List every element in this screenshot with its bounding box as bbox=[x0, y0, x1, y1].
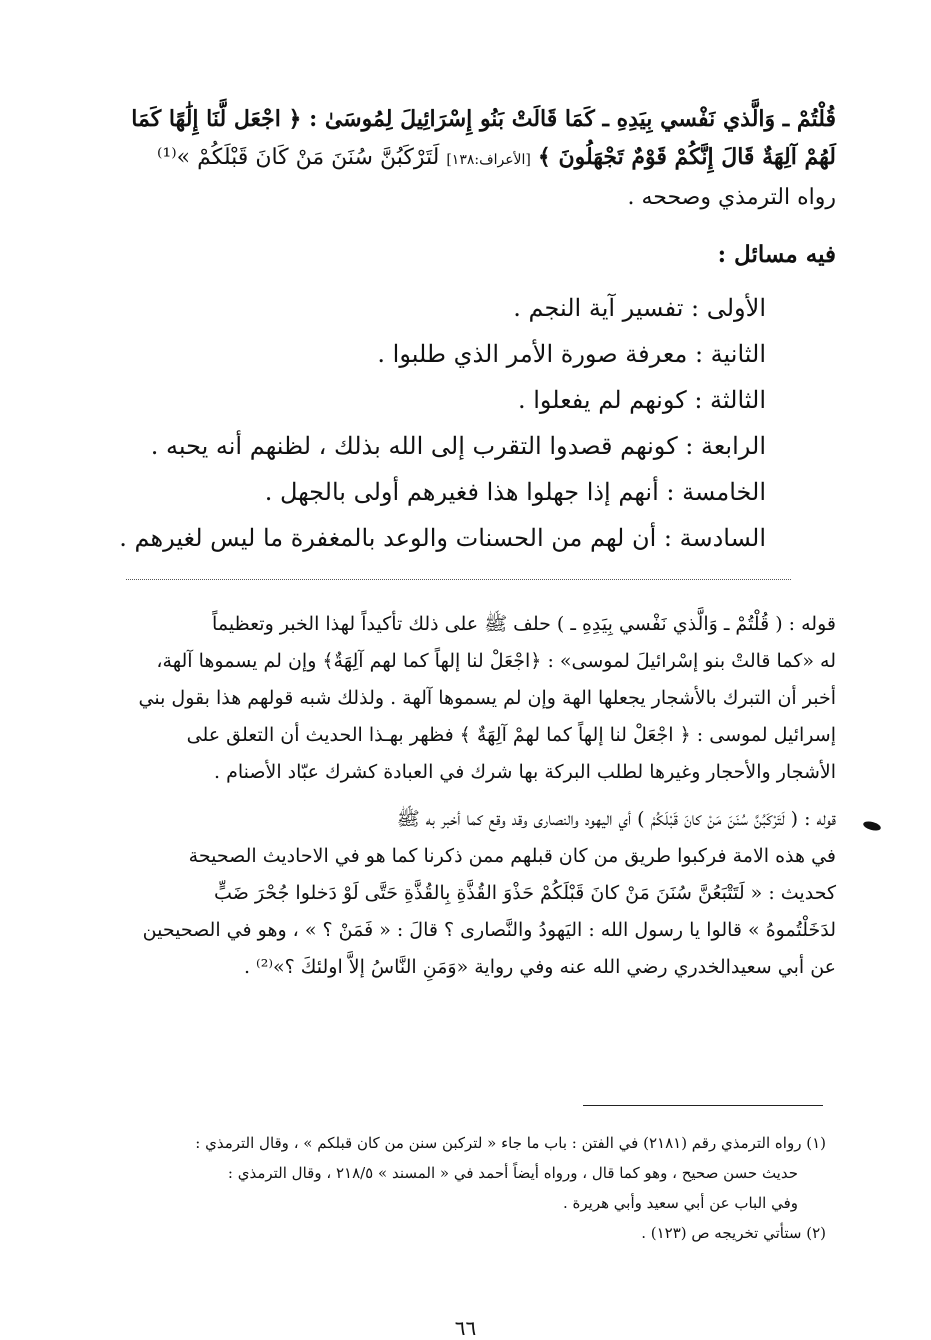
commentary-paragraph bbox=[78, 606, 836, 791]
footnote-line: (٢) ستأتي تخريجه ص (١٢٣) . bbox=[641, 1224, 826, 1242]
page-body bbox=[78, 100, 836, 996]
commentary-line: عن أبي سعيدالخدري رضي الله عنه وفي رواية «وَمَنِ النَّاسُ إلاَّ اولئكَ ؟»⁽²⁾ . bbox=[243, 956, 836, 978]
footnote-separator bbox=[583, 1105, 823, 1106]
footnote-line: وفي الباب عن أبي سعيد وأبي هريرة . bbox=[562, 1194, 798, 1212]
commentary bbox=[78, 606, 836, 986]
issue-item: السادسة : أن لهم من الحسنات والوعد بالمغفرة ما ليس لغيرهم . bbox=[119, 524, 766, 552]
hadith-source: رواه الترمذي وصححه . bbox=[627, 185, 836, 210]
hadith-ending: لَتَرْكَبُنَّ سُنَنَ مَنْ كَانَ قَبْلَكُمْ »⁽¹⁾ bbox=[157, 145, 440, 170]
hadith-line bbox=[78, 138, 836, 179]
footnote-line: (١) رواه الترمذي رقم (٢١٨١) في الفتن : باب ما جاء « لتركبن سنن من كان قبلكم » ، وقال الترمذي : bbox=[195, 1134, 826, 1152]
issue-item: الثانية : معرفة صورة الأمر الذي طلبوا . bbox=[377, 340, 766, 368]
issues-heading: فيه مسائل : bbox=[717, 241, 836, 268]
margin-ink-mark bbox=[862, 820, 881, 832]
commentary-line: قوله : ( لَتَرْكَبُنَّ سُنَنَ مَنْ كانَ قَبْلَكُمْ ) أي اليهود والنصارى وقد وقع كما أخبر به ﷺ bbox=[396, 808, 836, 830]
page-number: ٦٦ bbox=[454, 1316, 477, 1340]
footnotes bbox=[78, 1128, 826, 1248]
commentary-line: كحديث : « لَتَتْبَعُنَّ سُنَنَ مَنْ كانَ قَبْلَكُمْ حَذْوَ القُذَّةِ بِالقُذَّةِ حَتَّى لَوْ دَخلوا جُحْرَ ضَبٍّ bbox=[214, 882, 836, 904]
issue-item: الرابعة : كونهم قصدوا التقرب إلى الله بذلك ، لظنهم أنه يحبه . bbox=[150, 432, 766, 460]
footnote-line: حديث حسن صحيح ، وهو كما قال ، ورواه أيضاً أحمد في « المسند » ٢١٨/٥ ، وقال الترمذي : bbox=[227, 1164, 798, 1182]
commentary-line: لدَخَلْتُموهُ » قالوا يا رسول الله : اليَهودُ والنَّصارى ؟ قالَ : « فَمَنْ ؟ » ، وهو في الصحيحين bbox=[142, 919, 836, 941]
commentary-line: في هذه الامة فركبوا طريق من كان قبلهم ممن ذكرنا كما هو في الاحاديث الصحيحة bbox=[188, 845, 836, 867]
commentary-line: الأشجار والأحجار وغيرها لطلب البركة بها شرك في العبادة كشرك عبّاد الأصنام . bbox=[214, 761, 836, 783]
commentary-paragraph bbox=[78, 801, 836, 986]
issue-item: الخامسة : أنهم إذا جهلوا هذا فغيرهم أولى بالجهل . bbox=[264, 478, 766, 506]
commentary-line: إسرائيل لموسى : ﴿ اجْعَلْ لنا إلهاً كما لهمْ آلِهَةٌ ﴾ فظهر بهـذا الحديث أن التعلق على bbox=[186, 724, 836, 746]
dotted-divider bbox=[126, 579, 791, 580]
commentary-line: قوله : ( قُلْتُمْ ـ وَالَّذي نَفْسي بِيَدِهِ ـ ) حلف ﷺ على ذلك تأكيداً لهذا الخبر وتعظيماً bbox=[212, 613, 836, 635]
commentary-line: له «كما قالتْ بنو إسْرائيلَ لموسى» : ﴿اجْعَلْ لنا إلهاً كما لهم آلِهَةٌ﴾ وإن لم يسموها آلهة، bbox=[156, 650, 836, 672]
hadith-line: قُلْتُمْ ـ وَالَّذي نَفْسي بِيَدِهِ ـ كَمَا قَالَتْ بَنُو إِسْرَائِيلَ لِمُوسَىٰ : ﴿ اجْعَل لَّنَا إِلَٰهًا كَمَا bbox=[131, 106, 836, 132]
issue-item: الأولى : تفسير آية النجم . bbox=[513, 294, 766, 322]
hadith-text bbox=[78, 100, 836, 217]
issue-item: الثالثة : كونهم لم يفعلوا . bbox=[517, 386, 766, 414]
verse-reference: [الأعراف:١٣٨] bbox=[446, 152, 531, 168]
quran-verse: لَهُمْ آلِهَةٌ قَالَ إِنَّكُمْ قَوْمٌ تَجْهَلُونَ ﴾ bbox=[537, 144, 836, 170]
commentary-line: أخبر أن التبرك بالأشجار يجعلها الهة وإن لم يسموها آلهة . ولذلك شبه قولهم هذا بقول بني bbox=[138, 687, 836, 709]
issues-list bbox=[78, 285, 836, 561]
